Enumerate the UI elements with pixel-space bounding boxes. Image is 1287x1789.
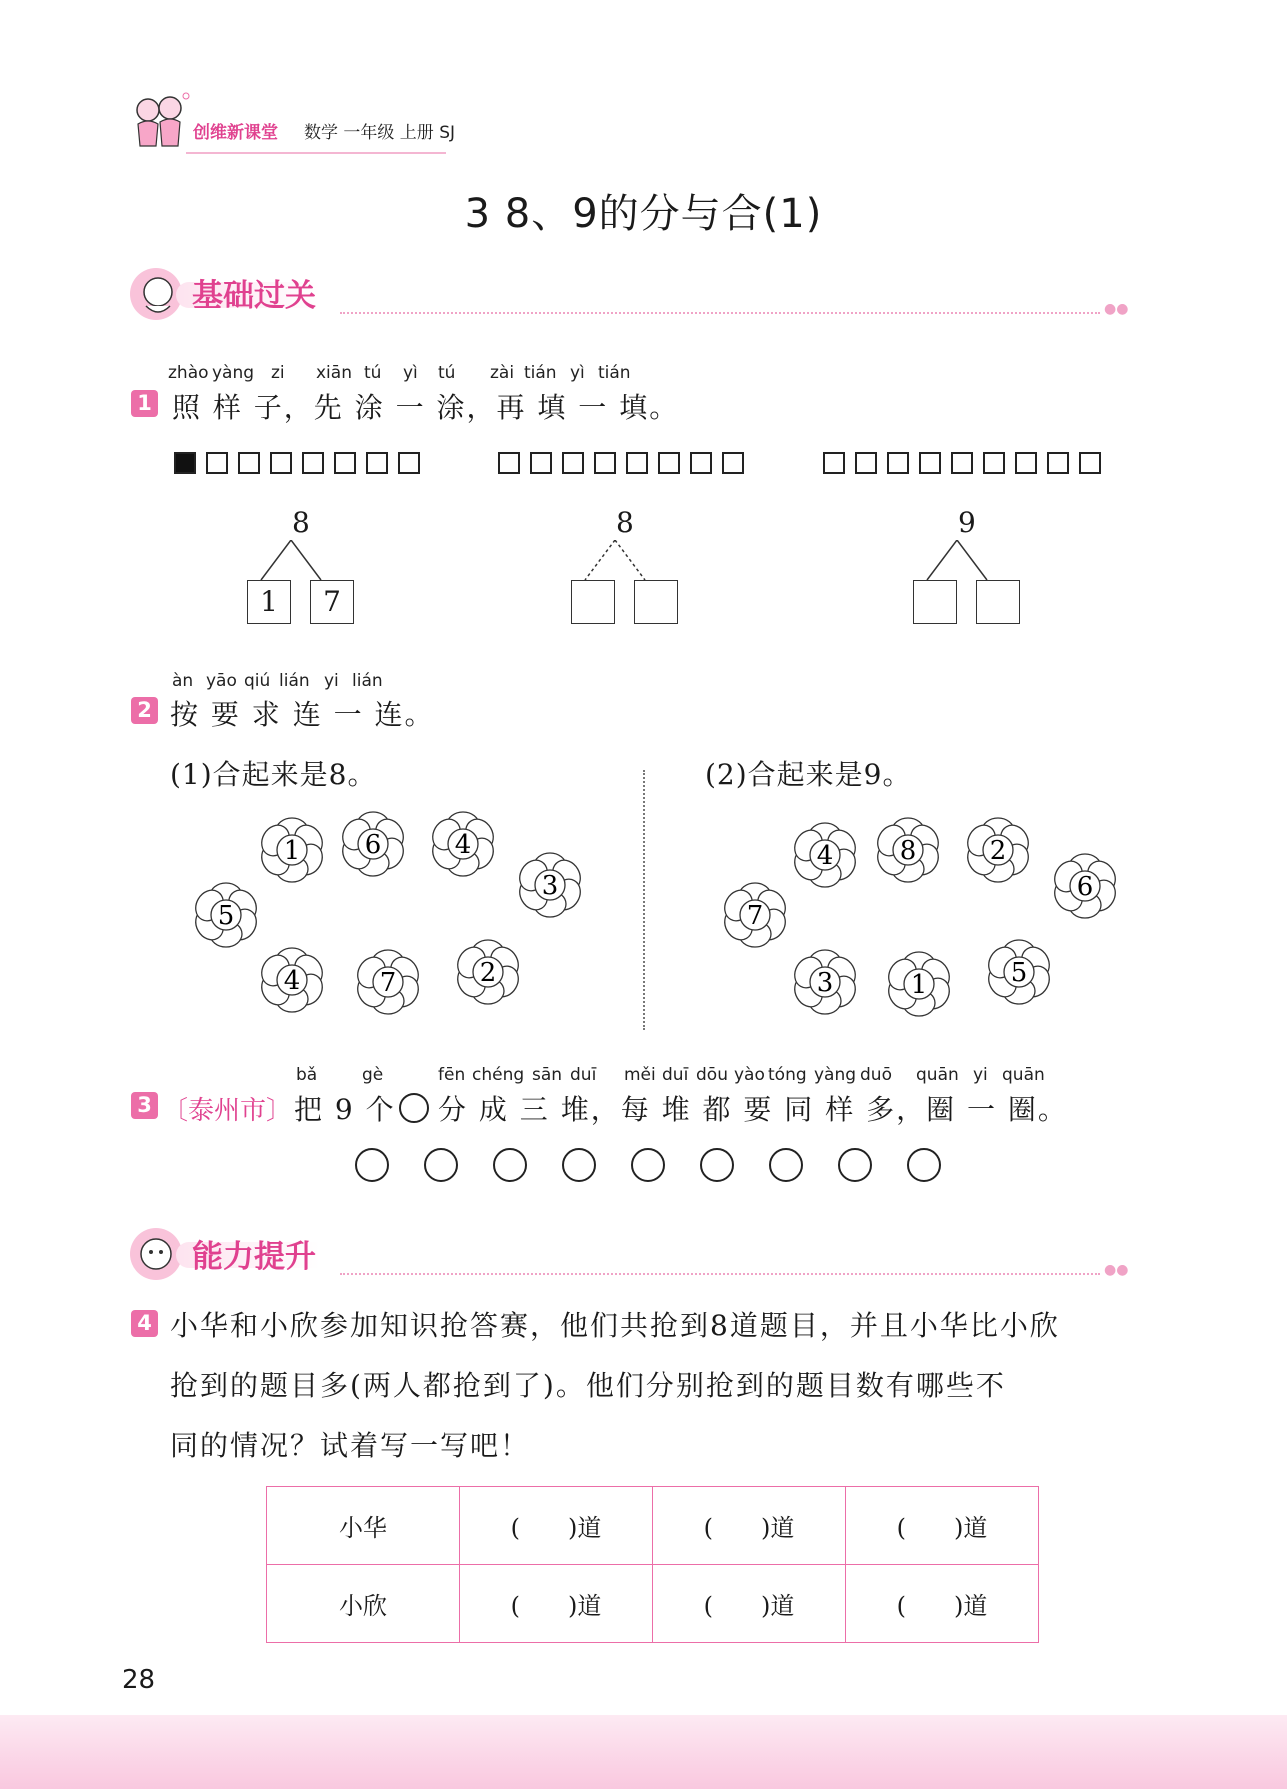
group3-right-box[interactable] [976,580,1020,624]
flower-number: 2 [989,836,1007,866]
group3-left-box[interactable] [913,580,957,624]
flower-b-0[interactable] [789,823,860,887]
q4-line-3: 同的情况？试着写一写吧！ [170,1429,531,1462]
q2-part2-label: (2)合起来是9。 [705,758,912,791]
question-1-badge: 1 [131,390,158,417]
divider-dots-icon: ●● [1104,301,1129,317]
flower-a-1[interactable] [337,812,408,876]
flower-a-4[interactable] [190,883,261,947]
flower-number: 4 [283,966,301,996]
flower-number: 5 [217,901,235,931]
q2-text: 按 要 求 连 一 连。 [170,698,435,731]
q3-circles [355,1148,955,1188]
header-underline [186,152,446,154]
page-number: 28 [122,1665,156,1695]
flower-number: 3 [816,968,834,998]
q3-pinyin: bǎ gè fēn chéng sān duī měi duī dōu yào tóng yàng duō quān yi quān [296,1065,1045,1085]
flower-b-6[interactable] [883,952,954,1016]
flower-field-1 [170,800,610,1030]
q3-text-b: 分 成 三 堆，每 堆 都 要 同 样 多，圈 一 圈。 [438,1093,1068,1126]
flower-number: 5 [1010,958,1028,988]
table-row [267,1487,1039,1565]
answer-cell[interactable]: ( )道 [653,1565,846,1643]
flower-number: 3 [541,871,559,901]
q4-line-1: 小华和小欣参加知识抢答赛，他们共抢到8道题目，并且小华比小欣 [170,1309,1060,1342]
flower-b-5[interactable] [789,950,860,1014]
answer-cell[interactable]: ( )道 [460,1565,653,1643]
q1-text: 照 样 子，先 涂 一 涂，再 填 一 填。 [172,391,680,424]
flower-number: 8 [899,836,917,866]
section-divider [340,312,1100,314]
group2-total: 8 [616,506,634,539]
section-title-basic: 基础过关 [192,278,316,314]
flower-number: 7 [746,901,764,931]
answer-cell[interactable]: ( )道 [460,1487,653,1565]
answer-table [266,1486,1039,1643]
small-circle[interactable] [907,1148,941,1182]
divider-dots-icon: ●● [1104,1262,1129,1278]
flower-a-7[interactable] [452,940,523,1004]
footer-band [0,1715,1287,1789]
group1-total: 8 [292,506,310,539]
group2-branch [570,540,660,582]
small-circle[interactable] [562,1148,596,1182]
group2-right-box[interactable] [634,580,678,624]
question-2-badge: 2 [131,697,158,724]
flower-a-5[interactable] [256,948,327,1012]
q4-line-2: 抢到的题目多(两人都抢到了)。他们分别抢到的题目数有哪些不 [170,1369,1006,1402]
table-row [267,1565,1039,1643]
flower-a-6[interactable] [352,950,423,1014]
flower-b-2[interactable] [962,818,1033,882]
flower-a-3[interactable] [514,853,585,917]
flower-b-4[interactable] [719,883,790,947]
inline-circle-icon [399,1093,429,1123]
book-info: 数学 一年级 上册 SJ [304,123,456,143]
flower-number: 6 [1076,872,1094,902]
flower-number: 1 [910,970,928,1000]
group3-total: 9 [958,506,976,539]
flower-a-2[interactable] [427,812,498,876]
question-4-badge: 4 [131,1310,158,1337]
small-circle[interactable] [700,1148,734,1182]
small-circle[interactable] [769,1148,803,1182]
section-divider [340,1273,1100,1275]
small-circle[interactable] [424,1148,458,1182]
q3-text-a: 把 9 个 [294,1093,396,1126]
small-circle[interactable] [493,1148,527,1182]
small-circle[interactable] [631,1148,665,1182]
flower-number: 7 [379,968,397,998]
answer-cell[interactable]: ( )道 [653,1487,846,1565]
part-divider [643,770,645,1030]
group2-left-box[interactable] [571,580,615,624]
mascot-kids-icon [126,88,196,158]
flower-number: 4 [816,841,834,871]
q3-source: 〔泰州市〕 [162,1096,293,1126]
q1-pinyin: zhào yàng zi xiān tú yì tú zài tián yì tián [168,363,631,383]
flower-number: 1 [283,836,301,866]
answer-cell[interactable]: ( )道 [846,1565,1039,1643]
q2-part1-label: (1)合起来是8。 [170,758,377,791]
small-circle[interactable] [355,1148,389,1182]
group1-branch [246,540,336,582]
small-circle[interactable] [838,1148,872,1182]
flower-b-7[interactable] [983,940,1054,1004]
q2-pinyin: àn yāo qiú lián yi lián [172,671,383,691]
flower-number: 2 [479,958,497,988]
row-name: 小欣 [267,1565,460,1643]
group1-left-box: 1 [247,580,291,624]
question-3-badge: 3 [131,1092,158,1119]
row-name: 小华 [267,1487,460,1565]
flower-b-3[interactable] [1049,854,1120,918]
answer-cell[interactable]: ( )道 [846,1487,1039,1565]
brand-label: 创维新课堂 [193,123,278,143]
flower-b-1[interactable] [872,818,943,882]
flower-field-2 [705,800,1145,1030]
filled-square [174,452,196,474]
page-title: 3 8、9的分与合(1) [464,191,823,237]
group3-branch [912,540,1002,582]
group1-right-box: 7 [310,580,354,624]
flower-number: 6 [364,830,382,860]
section-title-ability: 能力提升 [192,1239,316,1275]
flower-a-0[interactable] [256,818,327,882]
flower-number: 4 [454,830,472,860]
